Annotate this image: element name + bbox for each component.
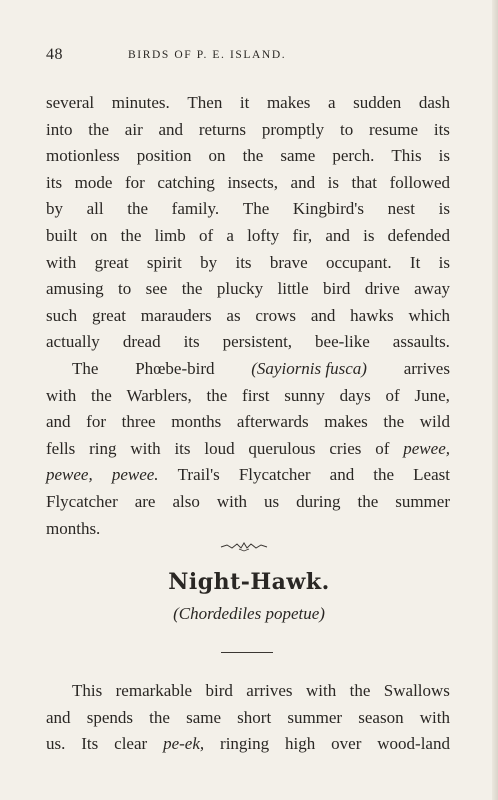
word: of [199,225,214,245]
word: Trail's [177,465,220,485]
word: as [226,305,241,325]
word: remarkable [115,681,193,700]
text-line [46,90,450,117]
word: its [235,252,252,272]
word: built [46,225,78,245]
word: and [46,707,71,727]
word: is [327,172,339,192]
text-line [46,462,450,489]
word: sudden [353,93,402,112]
word: pewee, [403,438,450,458]
word: position [136,146,192,166]
word: the [349,681,371,700]
word: and [329,465,355,485]
word: on [208,146,226,166]
word: with [305,681,337,700]
word: for [124,172,145,192]
word: dread [122,332,161,352]
word: such [46,305,78,325]
word: is [438,146,450,166]
word: its [183,332,200,352]
word: and [290,172,316,192]
text-line [46,409,450,436]
word: and [46,412,71,432]
word: the [206,385,228,405]
word: ring [89,438,117,458]
word: wood-land [377,734,450,754]
paragraph-night-hawk [46,678,450,758]
word: pewee. [111,465,159,485]
text-line [46,356,450,383]
word: the [127,199,149,219]
word: family. [171,199,220,219]
word: to [117,279,132,299]
word: a [327,93,336,112]
section-rule [221,652,273,653]
word: The [242,199,270,219]
page-number: 48 [46,46,63,63]
word: It [409,252,421,272]
word: the [120,225,142,245]
word: This [72,681,103,700]
word: season [358,707,404,727]
text-line [46,705,450,732]
text-line [46,223,450,250]
word: Swallows [383,681,450,700]
word: Least [413,465,450,485]
word: see [145,279,168,299]
section-title: Night-Hawk. [168,569,330,595]
word: querulous [248,438,316,458]
word: loud [204,438,235,458]
word: which [408,305,450,325]
word: catching [157,172,215,192]
word: motionless [46,146,120,166]
word: the [181,279,203,299]
paragraph-flycatchers [46,90,450,542]
word: perch. [332,146,375,166]
running-head [46,46,450,68]
word: Warblers, [126,385,192,405]
text-line [46,489,450,516]
word: of [385,385,400,405]
word: makes [324,412,368,432]
text-line [46,117,450,144]
word: by [46,199,63,219]
word: crows [255,305,296,325]
word: a [226,225,234,245]
word: arrives [246,681,293,700]
text-line [46,303,450,330]
word: all [86,199,104,219]
word: summer [395,491,450,511]
word: the [373,465,395,485]
word: same [280,146,316,166]
word: it [239,93,250,112]
word: the [149,707,170,727]
word: June, [414,385,450,405]
word: plucky [216,279,264,299]
word: drive [364,279,400,299]
word: Flycatcher [238,465,311,485]
text-line [46,516,450,543]
word: also [172,491,200,511]
section-subtitle: (Chordediles popetue) [173,604,325,623]
word: wild [419,412,450,432]
word: This [391,146,422,166]
word: mode [74,172,113,192]
word: resume [368,119,419,139]
word: the [242,146,264,166]
word: lofty [247,225,280,245]
word: fells [46,438,76,458]
word: amusing [46,279,104,299]
word: limb [154,225,186,245]
word: bird [205,681,233,700]
word: is [363,225,375,245]
word: Then [187,93,223,112]
ornament-divider [219,540,269,552]
word: on [90,225,108,245]
word: afterwards [236,412,309,432]
word: Flycatcher [46,491,118,511]
word: promptly [261,119,325,139]
text-line [46,196,450,223]
word: the [91,385,112,405]
word: bee-like [315,332,370,352]
word: fir, [292,225,313,245]
word: several [46,93,95,112]
word: away [414,279,450,299]
text-line [46,731,450,758]
word: ringing [220,734,270,754]
word: with [216,491,248,511]
word: actually [46,332,100,352]
page-edge [492,0,498,800]
word: and [310,305,336,325]
word: clear [114,734,148,754]
word: nest [387,199,415,219]
word: the [357,491,379,511]
word: Its [81,734,99,754]
word: the [383,412,405,432]
text-line [46,143,450,170]
word: great [91,305,126,325]
word: months. [46,518,101,538]
word: to [339,119,354,139]
text-line [46,329,450,356]
word: are [134,491,156,511]
text-line [46,678,450,705]
word: little [277,279,309,299]
word: short [237,707,272,727]
word: sunny [284,385,325,405]
word: arrives [403,358,450,378]
word: marauders [140,305,212,325]
word: is [438,252,450,272]
word: with [46,385,77,405]
word: and [158,119,184,139]
word: days [339,385,371,405]
word: pe-ek, [163,734,205,754]
word: with [130,438,161,458]
word: high [285,734,316,754]
word: bird [323,279,351,299]
word: followed [389,172,450,192]
word: cries [329,438,362,458]
word: Phœbe-bird [135,358,215,378]
word: returns [198,119,247,139]
word: during [296,491,341,511]
word: pewee, [46,465,93,485]
word: that [351,172,378,192]
word: into [46,119,73,139]
text-line [46,250,450,277]
latin-name: (Sayiornis fusca) [251,358,367,378]
word: The [72,358,99,378]
word: occupant. [325,252,392,272]
word: summer [287,707,343,727]
word: three [121,412,156,432]
word: insects, [227,172,278,192]
word: makes [266,93,311,112]
word: and [325,225,350,245]
word: of [375,438,390,458]
word: with [419,707,450,727]
word: defended [387,225,450,245]
word: is [438,199,450,219]
text-line [46,276,450,303]
word: assaults. [392,332,450,352]
word: great [94,252,129,272]
word: air [124,119,143,139]
word: minutes. [111,93,170,112]
word: us. [46,734,66,754]
word: months [171,412,222,432]
word: with [46,252,77,272]
word: brave [269,252,308,272]
word: its [433,119,450,139]
word: over [331,734,362,754]
text-line [46,170,450,197]
word: Kingbird's [292,199,364,219]
word: spirit [146,252,182,272]
word: by [200,252,218,272]
word: same [186,707,222,727]
text-line [46,436,450,463]
word: for [86,412,106,432]
word: us [264,491,280,511]
word: persistent, [222,332,293,352]
word: its [46,172,63,192]
word: dash [418,93,450,112]
word: first [242,385,270,405]
word: hawks [350,305,394,325]
word: spends [86,707,133,727]
word: the [88,119,110,139]
text-line [46,383,450,410]
word: its [174,438,191,458]
running-title: BIRDS OF P. E. ISLAND. [128,49,287,61]
